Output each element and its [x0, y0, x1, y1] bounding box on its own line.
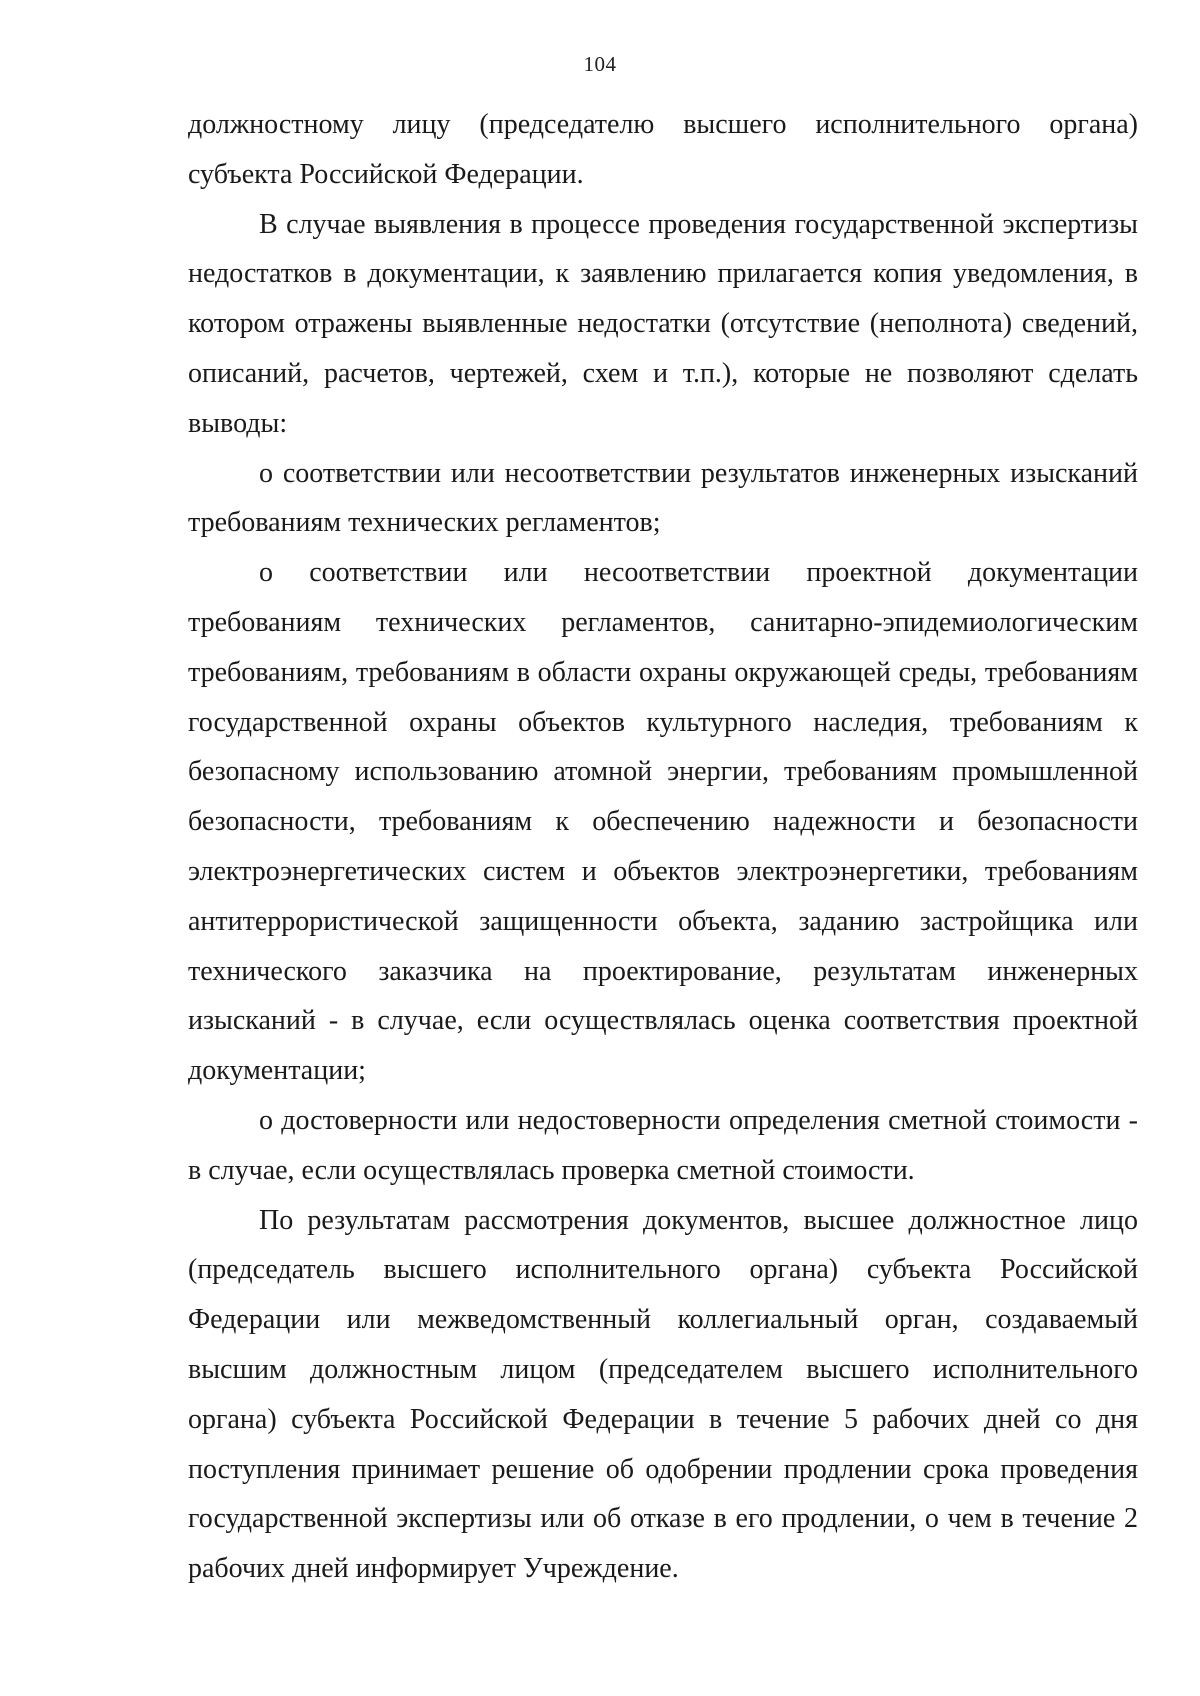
- paragraph-estimated-cost: о достоверности или недостоверности определения сметной стоимости - в случае, если осуществлялась проверка сметной стоимости.: [188, 1104, 1138, 1186]
- paragraph-project-documentation: о соответствии или несоответствии проектной документации требованиям технических регламентов, санитарно-эпидемиологическим требованиям, требованиям в области охраны окружающей среды, требованиям государственной охраны объектов культурного наследия, требованиям к безопасному использованию атомной энергии, требованиям промышленной безопасности, требованиям к обеспечению надежности и безопасности электроэнергетических систем и объектов электроэнергетики, требованиям антитеррористической защищенности объекта, заданию застройщика или технического заказчика на проектирование, результатам инженерных изысканий - в случае, если осуществлялась оценка соответствия проектной документации;: [188, 557, 1138, 1087]
- page-number: 104: [583, 52, 617, 76]
- paragraph-engineering-surveys: о соответствии или несоответствии результатов инженерных изысканий требованиям технических регламентов;: [188, 457, 1138, 539]
- paragraph-deficiencies-notice: В случае выявления в процессе проведения государственной экспертизы недостатков в документации, к заявлению прилагается копия уведомления, в котором отражены выявленные недостатки (отсутствие (неполнота) сведений, описаний, расчетов, чертежей, схем и т.п.), которые не позволяют сделать выводы:: [188, 208, 1138, 439]
- paragraph-decision: По результатам рассмотрения документов, высшее должностное лицо (председатель высшего исполнительного органа) субъекта Российской Федерации или межведомственный коллегиальный орган, создаваемый высшим должностным лицом (председателем высшего исполнительного органа) субъекта Российской Федерации в течение 5 рабочих дней со дня поступления принимает решение об одобрении продлении срока проведения государственной экспертизы или об отказе в его продлении, о чем в течение 2 рабочих дней информирует Учреждение.: [188, 1204, 1138, 1585]
- document-body: [188, 100, 1138, 1594]
- paragraph-continuation: должностному лицу (председателю высшего исполнительного органа) субъекта Российской Федерации.: [188, 109, 1138, 190]
